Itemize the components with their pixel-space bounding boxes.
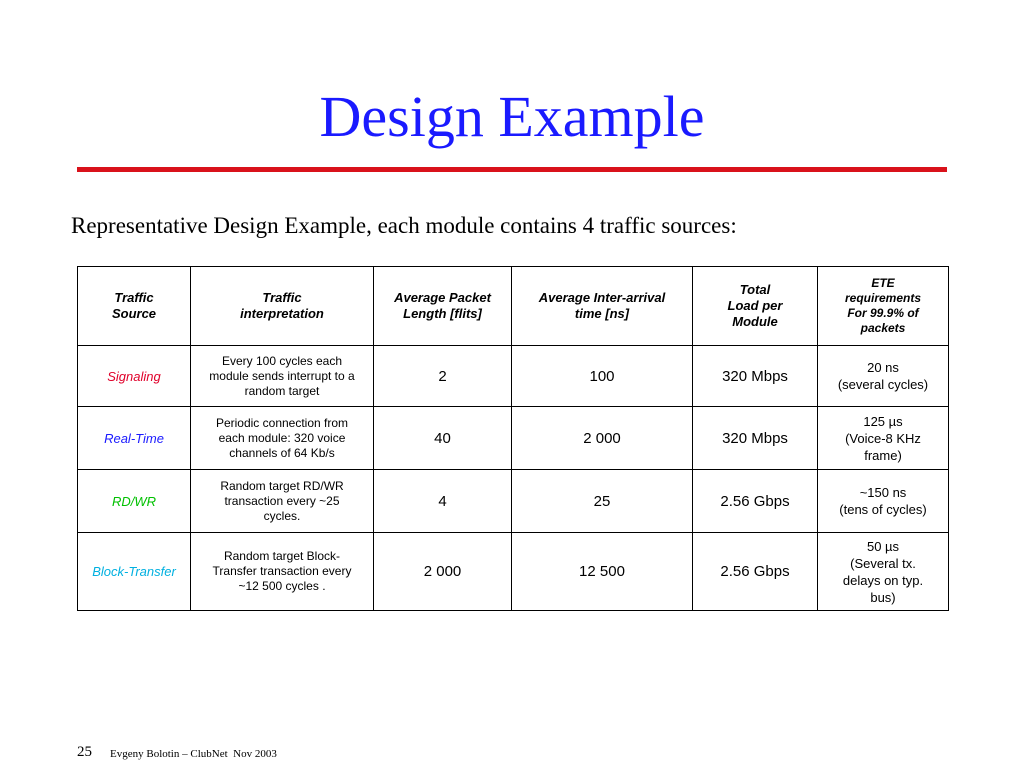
footer-text: Evgeny Bolotin – ClubNet Nov 2003: [110, 748, 277, 760]
table-row: [78, 346, 949, 407]
row-interpretation: Random target Block- Transfer transaction every ~12 500 cycles .: [191, 533, 374, 611]
table-row: [78, 407, 949, 470]
row-packet-length: 2: [374, 346, 512, 407]
page-number: 25: [77, 744, 92, 760]
row-inter-arrival: 12 500: [512, 533, 693, 611]
row-ete: 125 µs (Voice-8 KHz frame): [818, 407, 949, 470]
header-traffic-interpretation: Traffic interpretation: [191, 267, 374, 346]
traffic-table: [77, 266, 949, 611]
header-total-load: Total Load per Module: [693, 267, 818, 346]
row-inter-arrival: 2 000: [512, 407, 693, 470]
row-ete: 20 ns (several cycles): [818, 346, 949, 407]
row-ete: 50 µs (Several tx. delays on typ. bus): [818, 533, 949, 611]
row-interpretation: Periodic connection from each module: 320 voice channels of 64 Kb/s: [191, 407, 374, 470]
row-inter-arrival: 25: [512, 470, 693, 533]
slide-title: Design Example: [319, 84, 705, 149]
row-source-block-transfer: Block-Transfer: [78, 533, 191, 611]
row-packet-length: 2 000: [374, 533, 512, 611]
header-ete-requirements: ETE requirements For 99.9% of packets: [818, 267, 949, 346]
slide-subtitle: Representative Design Example, each module contains 4 traffic sources:: [71, 213, 737, 238]
row-interpretation: Every 100 cycles each module sends interrupt to a random target: [191, 346, 374, 407]
row-inter-arrival: 100: [512, 346, 693, 407]
row-total-load: 320 Mbps: [693, 407, 818, 470]
row-packet-length: 4: [374, 470, 512, 533]
table-row: [78, 470, 949, 533]
header-packet-length: Average Packet Length [flits]: [374, 267, 512, 346]
header-inter-arrival: Average Inter-arrival time [ns]: [512, 267, 693, 346]
row-ete: ~150 ns (tens of cycles): [818, 470, 949, 533]
row-source-rd-wr: RD/WR: [78, 470, 191, 533]
row-total-load: 2.56 Gbps: [693, 470, 818, 533]
row-total-load: 2.56 Gbps: [693, 533, 818, 611]
row-source-signaling: Signaling: [78, 346, 191, 407]
row-interpretation: Random target RD/WR transaction every ~25 cycles.: [191, 470, 374, 533]
row-packet-length: 40: [374, 407, 512, 470]
title-divider: [77, 167, 947, 172]
row-total-load: 320 Mbps: [693, 346, 818, 407]
table-header-row: [78, 267, 949, 346]
table-row: [78, 533, 949, 611]
row-source-real-time: Real-Time: [78, 407, 191, 470]
header-traffic-source: Traffic Source: [78, 267, 191, 346]
